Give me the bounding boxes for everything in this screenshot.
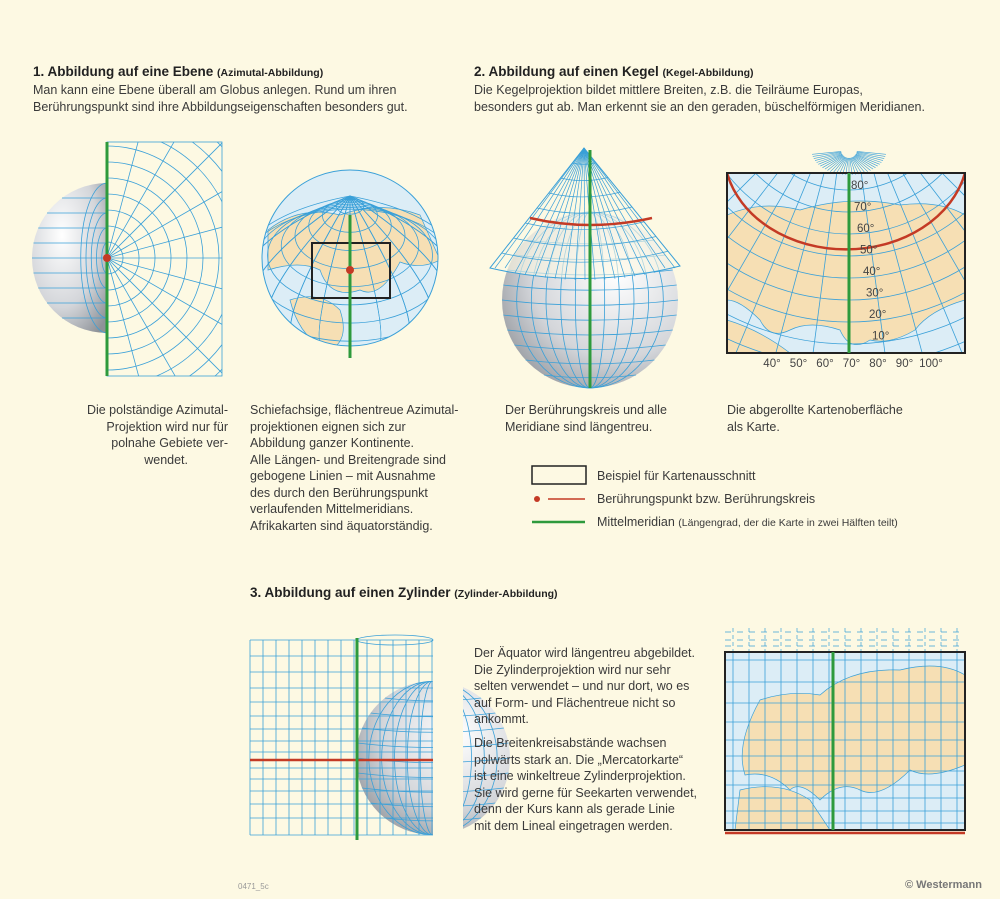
caption-line: projektionen eignen sich zur bbox=[250, 419, 406, 434]
section3-text1 bbox=[474, 645, 695, 728]
figure-code: 0471_5c bbox=[238, 882, 269, 891]
legend-contact-label: Berührungspunkt bzw. Berührungskreis bbox=[597, 492, 816, 506]
text-line: auf Form- und Flächentreue nicht so bbox=[474, 695, 676, 710]
latitude-label: 20° bbox=[869, 309, 887, 321]
contact-point bbox=[103, 254, 111, 262]
text-line: Der Äquator wird längentreu abgebildet. bbox=[474, 646, 695, 660]
legend-meridian-note: (Längengrad, der die Karte in zwei Hälften teilt) bbox=[678, 517, 898, 529]
oblique-azimuthal-figure bbox=[231, 170, 470, 358]
text-line: Sie wird gerne für Seekarten verwendet, bbox=[474, 785, 698, 800]
caption-line: polnahe Gebiete ver- bbox=[111, 436, 228, 450]
caption-line: verlaufenden Mittelmeridians. bbox=[250, 502, 414, 516]
title-subtitle: (Kegel-Abbildung) bbox=[662, 67, 754, 79]
section1-intro bbox=[33, 82, 408, 115]
section2-intro bbox=[474, 82, 925, 115]
latitude-label: 10° bbox=[872, 330, 890, 343]
caption-map bbox=[727, 402, 903, 435]
text-line: Die Breitenkreisabstände wachsen bbox=[474, 736, 667, 750]
title-text: 2. Abbildung auf einen Kegel bbox=[474, 64, 659, 79]
latitude-label: 40° bbox=[863, 266, 881, 278]
mercator-map bbox=[725, 628, 965, 833]
text-line: mit dem Lineal eingetragen werden. bbox=[474, 818, 673, 833]
longitude-label: 80° bbox=[869, 358, 887, 370]
caption-line: Der Berührungskreis und alle bbox=[505, 403, 667, 417]
legend-meridian-label bbox=[597, 515, 898, 529]
title-text: 1. Abbildung auf eine Ebene bbox=[33, 64, 214, 79]
longitude-label: 70° bbox=[842, 358, 861, 370]
caption-line: gebogene Linien – mit Ausnahme bbox=[250, 469, 436, 483]
latitude-label: 50° bbox=[860, 244, 878, 257]
intro-line: Die Kegelprojektion bildet mittlere Breiten, z.B. die Teilräume Europas, bbox=[474, 83, 863, 97]
text-line: denn der Kurs kann als gerade Linie bbox=[474, 802, 675, 816]
caption-line: Alle Längen- und Breitengrade sind bbox=[250, 452, 446, 467]
cone-figure bbox=[490, 148, 680, 388]
text-line: selten verwendet – und nur dort, wo es bbox=[474, 679, 690, 693]
title-subtitle: (Zylinder-Abbildung) bbox=[454, 588, 558, 600]
longitude-label: 50° bbox=[789, 358, 808, 370]
legend-meridian-text: Mittelmeridian bbox=[597, 515, 675, 529]
intro-line: Man kann eine Ebene überall am Globus anlegen. Rund um ihren bbox=[33, 83, 397, 97]
text-line: Die Zylinderprojektion wird nur sehr bbox=[474, 662, 671, 677]
intro-line: Berührungspunkt sind ihre Abbildungseigenschaften besonders gut. bbox=[33, 99, 408, 114]
latitude-label: 80° bbox=[851, 180, 869, 192]
caption-line: Afrikakarten sind äquatorständig. bbox=[250, 518, 433, 533]
longitude-label: 40° bbox=[763, 358, 781, 370]
caption-cone bbox=[505, 402, 667, 435]
longitude-label: 60° bbox=[816, 358, 834, 370]
section3-text2 bbox=[474, 735, 697, 834]
caption-line: Die abgerollte Kartenoberfläche bbox=[727, 403, 903, 417]
caption-line: wendet. bbox=[144, 452, 188, 467]
latitude-label: 60° bbox=[857, 223, 875, 235]
caption-oblique bbox=[250, 402, 458, 534]
text-line: polwärts stark an. Die „Mercatorkarte“ bbox=[474, 752, 684, 767]
caption-polar bbox=[60, 402, 228, 468]
longitude-label: 100° bbox=[919, 358, 943, 370]
copyright: © Westermann bbox=[905, 879, 982, 891]
longitude-label: 90° bbox=[895, 358, 914, 370]
section1-title bbox=[33, 64, 323, 79]
latitude-label: 30° bbox=[866, 287, 884, 300]
caption-line: Meridiane sind längentreu. bbox=[505, 419, 653, 434]
title-subtitle: (Azimutal-Abbildung) bbox=[217, 67, 324, 79]
caption-line: Schiefachsige, flächentreue Azimutal- bbox=[250, 403, 459, 417]
section2-title bbox=[474, 64, 754, 79]
caption-line: Die polständige Azimutal- bbox=[86, 403, 228, 417]
caption-line: als Karte. bbox=[727, 419, 780, 434]
grid-line bbox=[836, 158, 846, 174]
latitude-label: 70° bbox=[854, 201, 872, 214]
text-line: ist eine winkeltreue Zylinderprojektion. bbox=[474, 769, 686, 783]
text-line: ankommt. bbox=[474, 712, 529, 726]
section3-title bbox=[250, 585, 558, 600]
legend-contact-dot bbox=[534, 496, 540, 502]
legend-frame-label: Beispiel für Kartenausschnitt bbox=[597, 469, 756, 483]
caption-line: Abbildung ganzer Kontinente. bbox=[250, 436, 415, 450]
caption-line: Projektion wird nur für bbox=[106, 419, 228, 434]
legend-symbols bbox=[532, 466, 586, 522]
caption-line: des durch den Berührungspunkt bbox=[250, 485, 428, 500]
title-text: 3. Abbildung auf einen Zylinder bbox=[250, 585, 451, 600]
grid-line bbox=[815, 153, 842, 160]
grid-line bbox=[852, 158, 862, 174]
cylinder-figure bbox=[250, 630, 510, 845]
grid-line bbox=[856, 153, 883, 160]
legend-frame-symbol bbox=[532, 466, 586, 484]
intro-line: besonders gut ab. Man erkennt sie an den geraden, büschelförmigen Meridianen. bbox=[474, 99, 925, 114]
